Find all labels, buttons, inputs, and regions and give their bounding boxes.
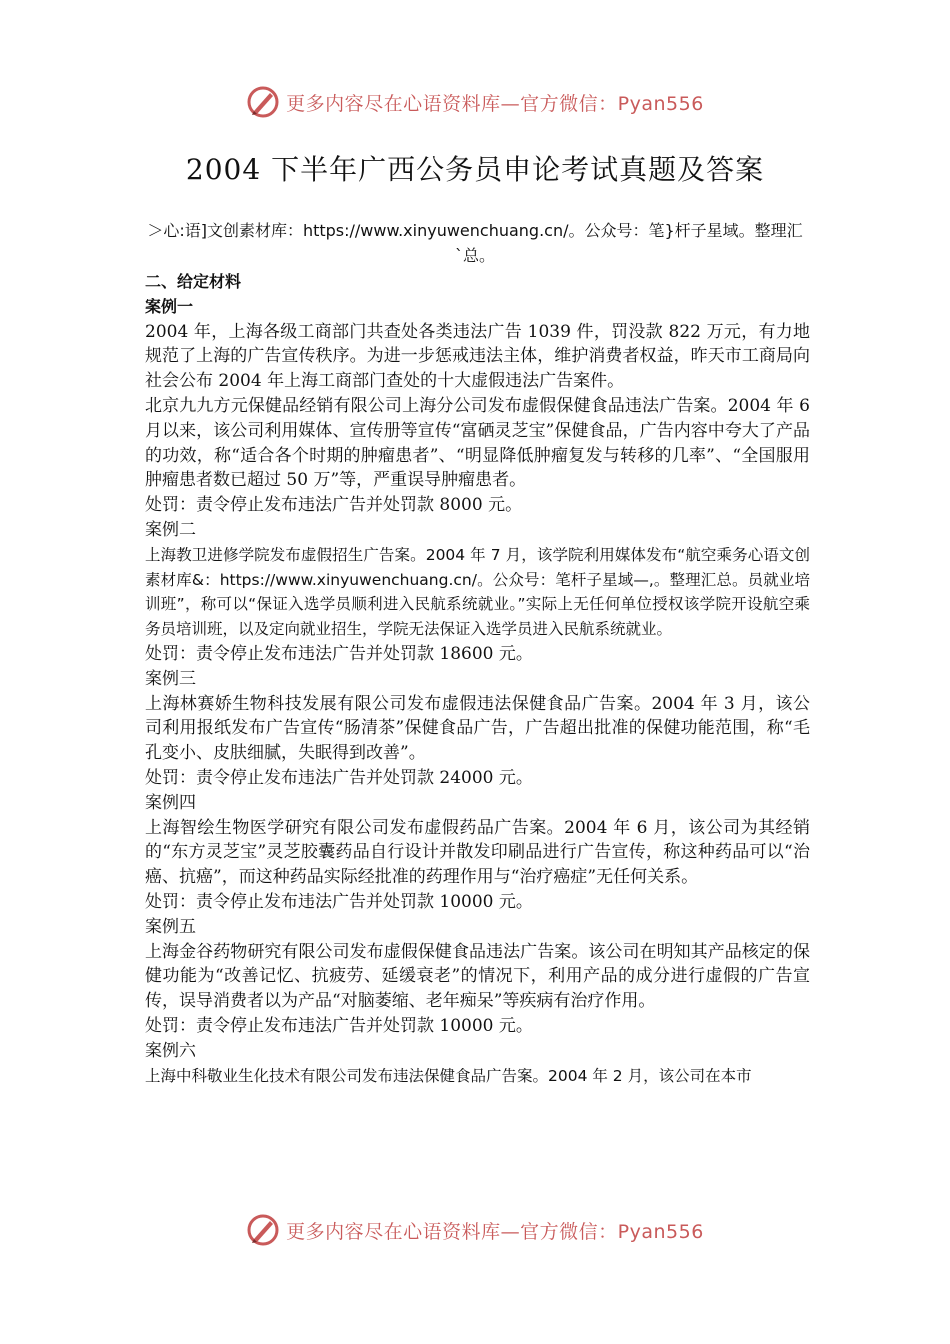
header-banner (0, 80, 950, 124)
footer-banner (0, 1208, 950, 1252)
case-paragraph: 上海智绘生物医学研究有限公司发布虚假药品广告案。2004 年 6 月，该公司为其经销的“东方灵芝宝”灵芝胶囊药品自行设计并散发印刷品进行广告宣传，称这种药品可以“治癌、抗癌”，而这种药品实际经批准的药理作用与“治疗癌症”无任何关系。 (145, 817, 810, 888)
banner-text: 更多内容尽在心语资料库—官方微信：Pyan556 (286, 1220, 704, 1243)
case-penalty: 处罚：责令停止发布违法广告并处罚款 10000 元。 (145, 1015, 533, 1036)
case-label: 案例六 (145, 1040, 196, 1061)
case-label: 案例三 (145, 668, 196, 689)
source-line: ＞心:语]文创素材库：https://www.xinyuwenchuang.cn/。公众号：笔}杆子星域。整理汇`总。 (147, 221, 803, 265)
pen-logo-icon (246, 85, 280, 119)
case-penalty: 处罚：责令停止发布违法广告并处罚款 10000 元。 (145, 891, 533, 912)
case-label: 案例五 (145, 916, 196, 937)
case-paragraph: 上海林赛娇生物科技发展有限公司发布虚假违法保健食品广告案。2004 年 3 月，该公司利用报纸发布广告宣传“肠清茶”保健食品广告，广告超出批准的保健功能范围，称“毛孔变小、皮肤细腻，失眠得到改善”。 (145, 693, 810, 764)
case-penalty: 处罚：责令停止发布违法广告并处罚款 8000 元。 (145, 495, 523, 516)
case-penalty: 处罚：责令停止发布违法广告并处罚款 18600 元。 (145, 643, 533, 664)
case-paragraph: 上海金谷药物研究有限公司发布虚假保健食品违法广告案。该公司在明知其产品核定的保健功能为“改善记忆、抗疲劳、延缓衰老”的情况下，利用产品的成分进行虚假的广告宣传，误导消费者以为产品“对脑萎缩、老年痴呆”等疾病有治疗作用。 (145, 941, 810, 1012)
case-penalty: 处罚：责令停止发布违法广告并处罚款 24000 元。 (145, 767, 533, 788)
pen-logo-icon (246, 1213, 280, 1247)
case-label: 案例二 (145, 519, 196, 540)
case-paragraph: 上海教卫进修学院发布虚假招生广告案。2004 年 7 月，该学院利用媒体发布“航空乘务心语文创素材库&：https://www.xinyuwenchuang.cn/。公众号：笔杆子星域—,。整理汇总。员就业培训班”，称可以“保证入选学员顺利进入民航系统就业。”实际上无任何单位授权该学院开设航空乘务员培训班，以及定向就业招生，学院无法保证入选学员进入民航系统就业。 (145, 545, 810, 639)
case-paragraph: 北京九九方元保健品经销有限公司上海分公司发布虚假保健食品违法广告案。2004 年 6 月以来，该公司利用媒体、宣传册等宣传“富硒灵芝宝”保健食品，广告内容中夸大了产品的功效，称“适合各个时期的肿瘤患者”、“明显降低肿瘤复发与转移的几率”、“全国服用肿瘤患者数已超过 50 万”等，严重误导肿瘤患者。 (145, 395, 810, 491)
case-label: 案例四 (145, 792, 196, 813)
banner-text: 更多内容尽在心语资料库—官方微信：Pyan556 (286, 92, 704, 115)
document-body (145, 270, 810, 1088)
case-paragraph: 上海中科敬业生化技术有限公司发布违法保健食品广告案。2004 年 2 月，该公司在本市 (145, 1066, 752, 1085)
section-heading: 二、给定材料 (145, 272, 242, 291)
case-label: 案例一 (145, 296, 194, 316)
page-title: 2004 下半年广西公务员申论考试真题及答案 (185, 153, 765, 186)
case-paragraph: 2004 年，上海各级工商部门共查处各类违法广告 1039 件，罚没款 822 万元，有力地规范了上海的广告宣传秩序。为进一步惩戒违法主体，维护消费者权益，昨天市工商局向社会公布 2004 年上海工商部门查处的十大虚假违法广告案件。 (145, 321, 810, 392)
